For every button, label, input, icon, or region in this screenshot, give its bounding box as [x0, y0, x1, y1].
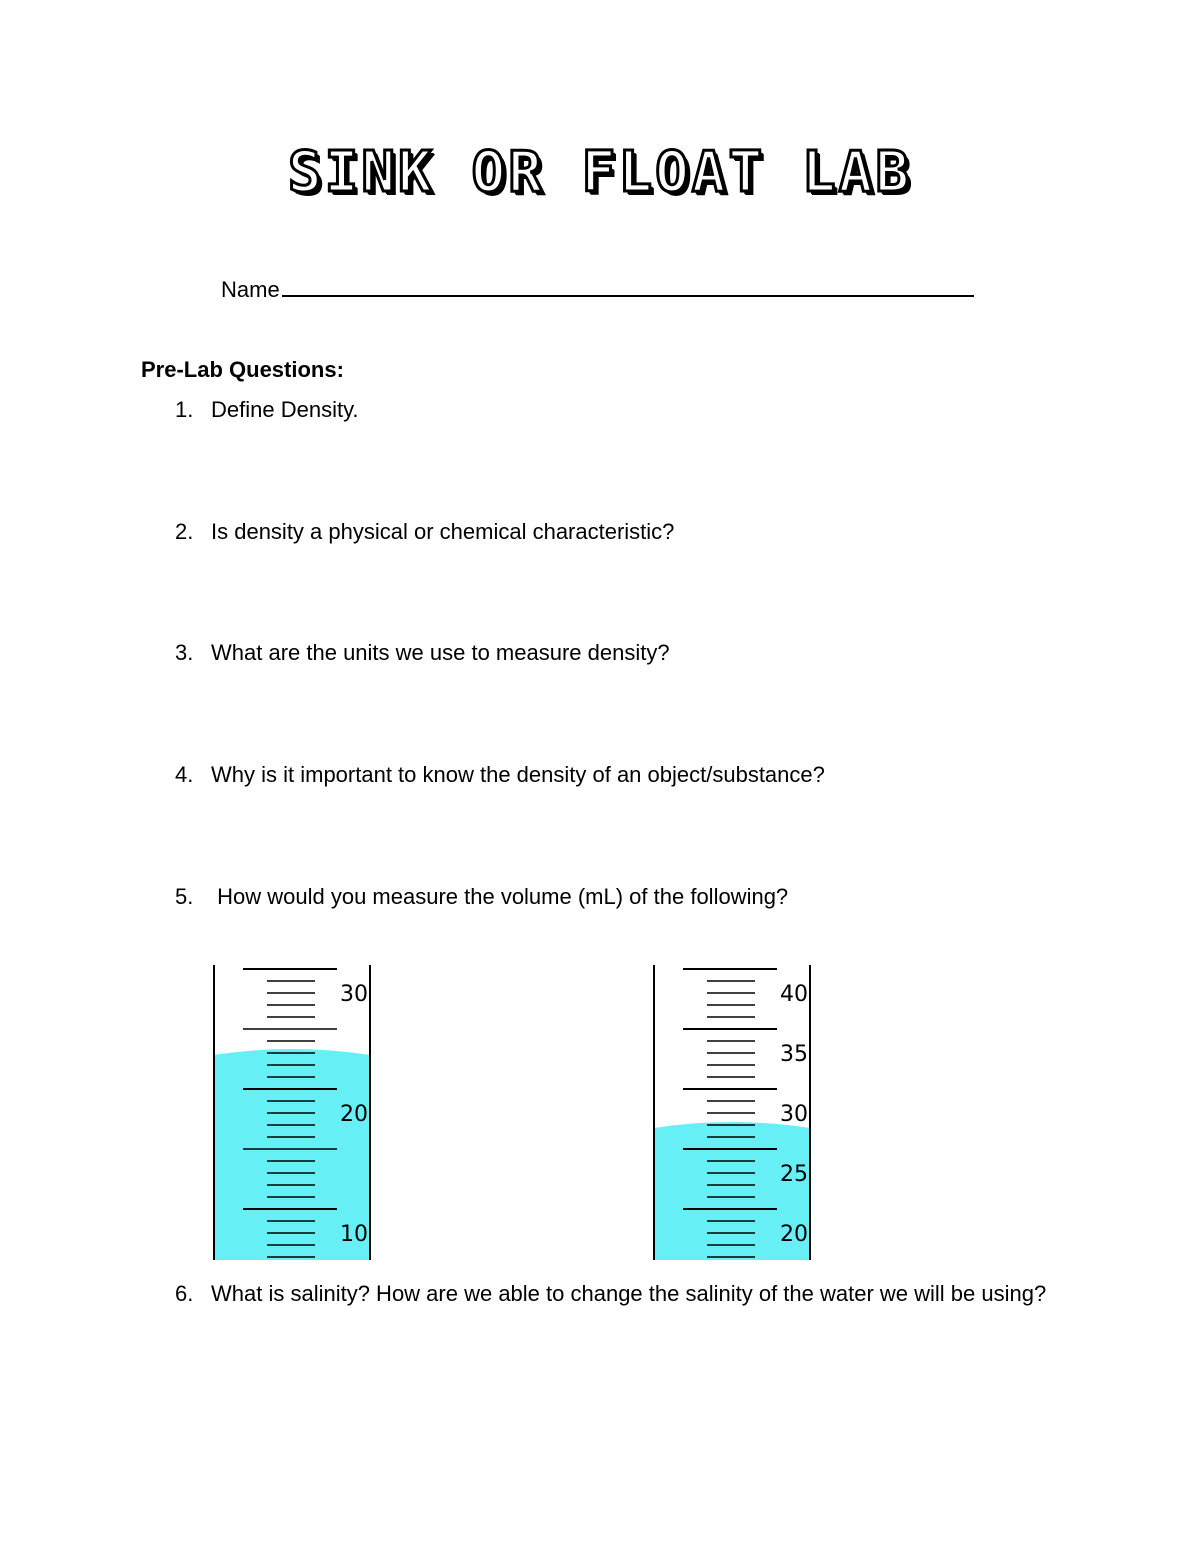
cylinder-2-label-20: 20 — [780, 1222, 808, 1247]
question-text: How would you measure the volume (mL) of the following? — [211, 884, 789, 909]
question-6 — [175, 1274, 1055, 1314]
name-label: Name — [221, 277, 280, 302]
question-1 — [175, 390, 1055, 430]
graduated-cylinder-1 — [205, 960, 385, 1265]
question-3 — [175, 633, 1055, 673]
question-text: What are the units we use to measure density? — [211, 640, 670, 665]
cylinder-2-label-35: 35 — [780, 1042, 808, 1067]
cylinder-1-label-20: 20 — [340, 1102, 368, 1127]
cylinder-2-label-25: 25 — [780, 1162, 808, 1187]
graduated-cylinder-2 — [645, 960, 825, 1265]
question-text: Is density a physical or chemical characteristic? — [211, 519, 675, 544]
question-4 — [175, 755, 1055, 795]
question-text: Define Density. — [211, 397, 359, 422]
question-number: 5. — [175, 884, 194, 909]
cylinder-1-label-30: 30 — [340, 982, 368, 1007]
question-number: 4. — [175, 762, 194, 787]
question-5 — [175, 877, 1055, 917]
worksheet-title: SINK OR FLOAT LAB — [287, 140, 913, 205]
name-field[interactable] — [221, 273, 974, 305]
name-blank-line[interactable] — [282, 273, 974, 297]
cylinder-1-label-10: 10 — [340, 1222, 368, 1247]
pre-lab-heading: Pre-Lab Questions: — [141, 357, 344, 382]
question-number: 2. — [175, 519, 194, 544]
cylinder-2-label-40: 40 — [780, 982, 808, 1007]
question-number: 3. — [175, 640, 194, 665]
question-number: 6. — [175, 1281, 194, 1306]
question-2 — [175, 512, 1055, 552]
question-text: Why is it important to know the density of an object/substance? — [211, 762, 825, 787]
question-text: What is salinity? How are we able to change the salinity of the water we will be using? — [211, 1281, 1047, 1306]
cylinder-2-label-30: 30 — [780, 1102, 808, 1127]
question-number: 1. — [175, 397, 194, 422]
